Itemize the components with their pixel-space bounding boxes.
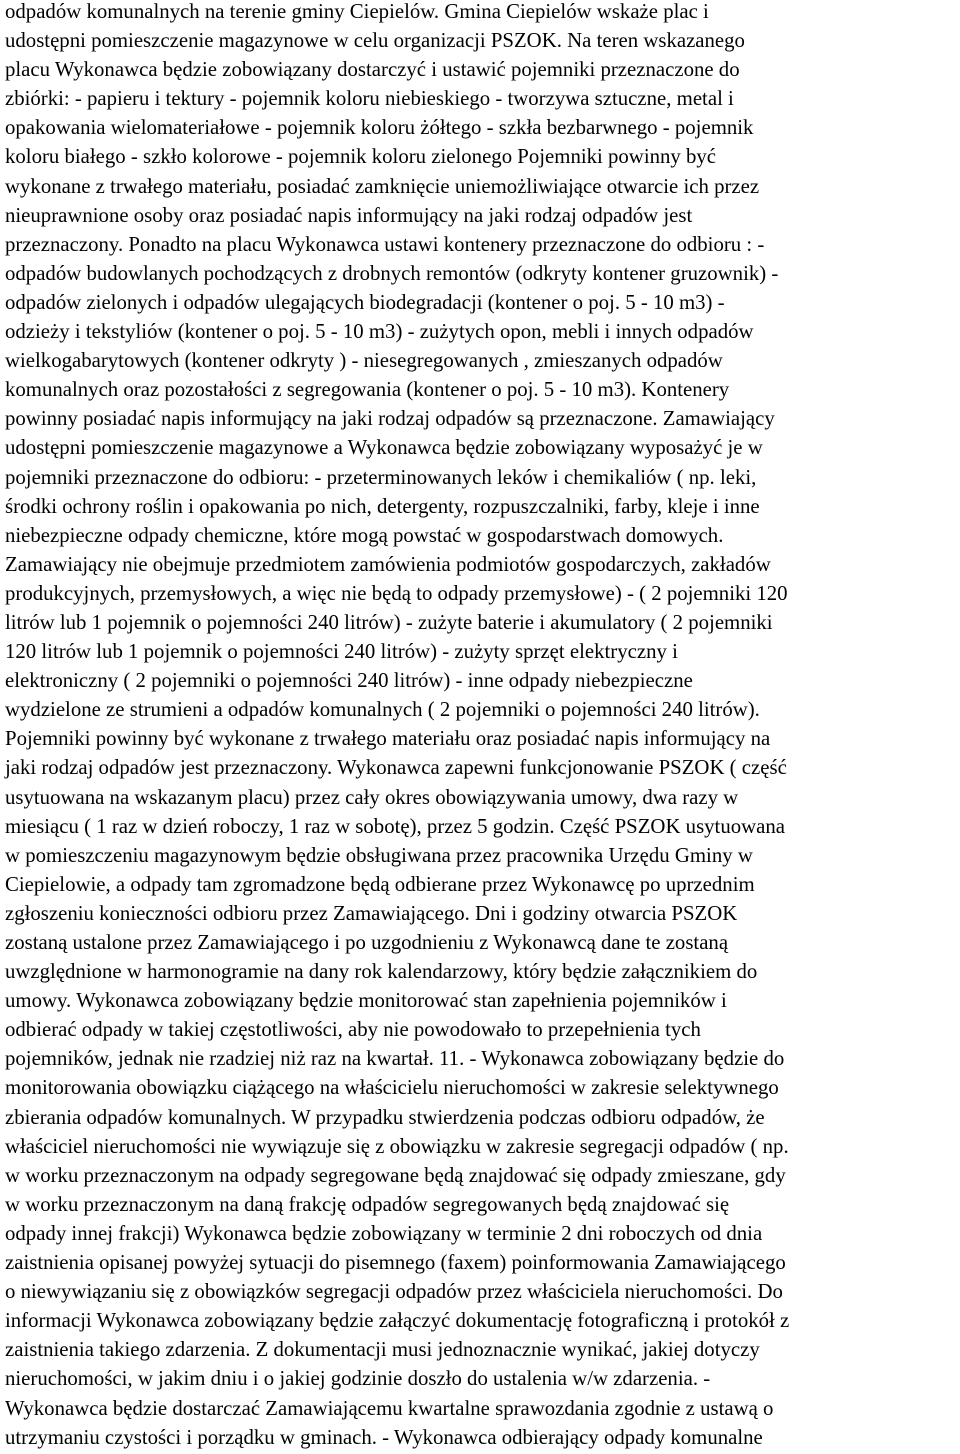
text-line: usytuowana na wskazanym placu) przez cały okres obowiązywania umowy, dwa razy w	[5, 785, 739, 809]
text-line: pojemniki przeznaczone do odbioru: - przeterminowanych leków i chemikaliów ( np. leki,	[5, 465, 757, 489]
text-line: umowy. Wykonawca zobowiązany będzie monitorować stan zapełnienia pojemników i	[5, 989, 727, 1013]
text-line: koloru białego - szkło kolorowe - pojemnik koloru zielonego Pojemniki powinny być	[5, 145, 717, 169]
text-line: w pomieszczeniu magazynowym będzie obsługiwana przez pracownika Urzędu Gminy w	[5, 843, 753, 867]
text-line: środki ochrony roślin i opakowania po nich, detergenty, rozpuszczalniki, farby, kleje i inne	[5, 494, 760, 518]
text-line: odbierać odpady w takiej częstotliwości, aby nie powodowało to przepełnienia tych	[5, 1018, 701, 1042]
body-text	[5, 0, 960, 1452]
text-line: miesiącu ( 1 raz w dzień roboczy, 1 raz w sobotę), przez 5 godzin. Część PSZOK usytuowana	[5, 814, 786, 838]
text-line: placu Wykonawca będzie zobowiązany dostarczyć i ustawić pojemniki przeznaczone do	[5, 58, 740, 82]
text-line: uwzględnione w harmonogramie na dany rok kalendarzowy, który będzie załącznikiem do	[5, 960, 758, 984]
text-line: zgłoszeniu konieczności odbioru przez Zamawiającego. Dni i godziny otwarcia PSZOK	[5, 901, 738, 925]
text-line: odzieży i tekstyliów (kontener o poj. 5 - 10 m3) - zużytych opon, mebli i innych odpadów	[5, 320, 754, 344]
text-line: komunalnych oraz pozostałości z segregowania (kontener o poj. 5 - 10 m3). Kontenery	[5, 378, 730, 402]
text-line: 120 litrów lub 1 pojemnik o pojemności 240 litrów) - zużyty sprzęt elektryczny i	[5, 640, 678, 664]
text-line: jaki rodzaj odpadów jest przeznaczony. Wykonawca zapewni funkcjonowanie PSZOK ( część	[5, 756, 787, 780]
text-line: nieuprawnione osoby oraz posiadać napis informujący na jaki rodzaj odpadów jest	[5, 203, 693, 227]
text-line: Ciepielowie, a odpady tam zgromadzone będą odbierane przez Wykonawcę po uprzednim	[5, 872, 755, 896]
text-line: Wykonawca będzie dostarczać Zamawiającemu kwartalne sprawozdania zgodnie z ustawą o	[5, 1396, 774, 1420]
text-line: w worku przeznaczonym na daną frakcję odpadów segregowanych będą znajdować się	[5, 1192, 730, 1216]
text-line: Pojemniki powinny być wykonane z trwałego materiału oraz posiadać napis informujący na	[5, 727, 771, 751]
text-line: wykonane z trwałego materiału, posiadać zamknięcie uniemożliwiające otwarcie ich przez	[5, 174, 760, 198]
text-line: odpady innej frakcji) Wykonawca będzie zobowiązany w terminie 2 dni roboczych od dnia	[5, 1221, 763, 1245]
text-line: zbierania odpadów komunalnych. W przypadku stwierdzenia podczas odbioru odpadów, że	[5, 1105, 765, 1129]
text-line: opakowania wielomateriałowe - pojemnik koloru żółtego - szkła bezbarwnego - pojemnik	[5, 116, 754, 140]
text-line: produkcyjnych, przemysłowych, a więc nie będą to odpady przemysłowe) - ( 2 pojemniki 120	[5, 581, 788, 605]
text-line: pojemników, jednak nie rzadziej niż raz na kwartał. 11. - Wykonawca zobowiązany będzie do	[5, 1047, 785, 1071]
text-line: zbiórki: - papieru i tektury - pojemnik koloru niebieskiego - tworzywa sztuczne, metal i	[5, 87, 734, 111]
text-line: odpadów budowlanych pochodzących z drobnych remontów (odkryty kontener gruzownik) -	[5, 261, 779, 285]
text-line: zaistnienia opisanej powyżej sytuacji do pisemnego (faxem) poinformowania Zamawiającego	[5, 1251, 786, 1275]
text-line: właściciel nieruchomości nie wywiązuje się z obowiązku w zakresie segregacji odpadów ( np.	[5, 1134, 789, 1158]
text-line: odpadów komunalnych na terenie gminy Ciepielów. Gmina Ciepielów wskaże plac i	[5, 0, 709, 23]
text-line: zaistnienia takiego zdarzenia. Z dokumentacji musi jednoznacznie wynikać, jakiej dotyczy	[5, 1338, 760, 1362]
text-line: powinny posiadać napis informujący na jaki rodzaj odpadów są przeznaczone. Zamawiający	[5, 407, 775, 431]
text-line: wielkogabarytowych (kontener odkryty ) - niesegregowanych , zmieszanych odpadów	[5, 349, 723, 373]
text-line: odpadów zielonych i odpadów ulegających biodegradacji (kontener o poj. 5 - 10 m3) -	[5, 290, 725, 314]
text-line: wydzielone ze strumieni a odpadów komunalnych ( 2 pojemniki o pojemności 240 litrów).	[5, 698, 760, 722]
text-line: informacji Wykonawca zobowiązany będzie załączyć dokumentację fotograficzną i protokół z	[5, 1309, 790, 1333]
text-line: przeznaczony. Ponadto na placu Wykonawca ustawi kontenery przeznaczone do odbioru : -	[5, 232, 765, 256]
text-line: utrzymaniu czystości i porządku w gminach. - Wykonawca odbierający odpady komunalne	[5, 1425, 763, 1449]
text-line: elektroniczny ( 2 pojemniki o pojemności 240 litrów) - inne odpady niebezpieczne	[5, 669, 693, 693]
text-line: o niewywiązaniu się z obowiązków segregacji odpadów przez właściciela nieruchomości. Do	[5, 1280, 783, 1304]
text-line: litrów lub 1 pojemnik o pojemności 240 litrów) - zużyte baterie i akumulatory ( 2 pojemniki	[5, 610, 773, 634]
text-line: monitorowania obowiązku ciążącego na właścicielu nieruchomości w zakresie selektywnego	[5, 1076, 779, 1100]
text-line: zostaną ustalone przez Zamawiającego i po uzgodnieniu z Wykonawcą dane te zostaną	[5, 931, 729, 954]
text-line: udostępni pomieszczenie magazynowe a Wykonawca będzie zobowiązany wyposażyć je w	[5, 436, 763, 460]
text-line: udostępni pomieszczenie magazynowe w celu organizacji PSZOK. Na teren wskazanego	[5, 29, 745, 53]
text-line: w worku przeznaczonym na odpady segregowane będą znajdować się odpady zmieszane, gdy	[5, 1163, 786, 1187]
text-line: nieruchomości, w jakim dniu i o jakiej godzinie doszło do ustalenia w/w zdarzenia. -	[5, 1367, 711, 1391]
text-line: Zamawiający nie obejmuje przedmiotem zamówienia podmiotów gospodarczych, zakładów	[5, 552, 771, 576]
text-line: niebezpieczne odpady chemiczne, które mogą powstać w gospodarstwach domowych.	[5, 523, 724, 547]
